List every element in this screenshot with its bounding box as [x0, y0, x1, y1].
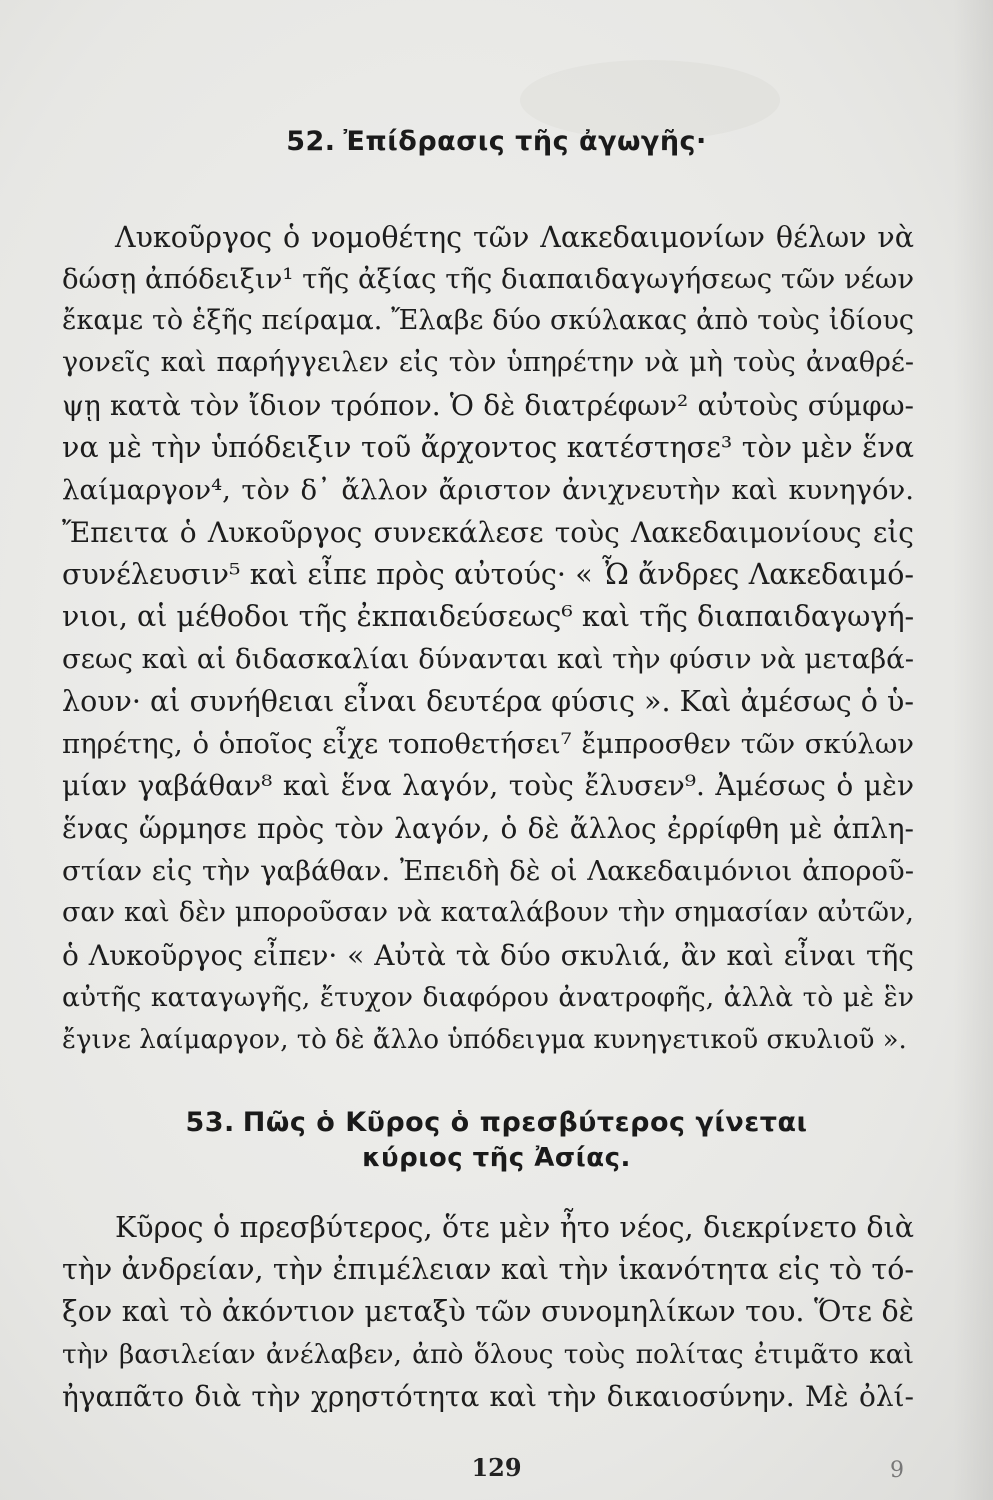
text-line: ἔκαμε τὸ ἑξῆς πείραμα. Ἔλαβε δύο σκύλακας ἀπὸ τοὺς ἰδίους: [62, 305, 914, 336]
section-52-title: Ἐπίδρασις τῆς ἀγωγῆς·: [343, 126, 707, 157]
section-53-title-line1: Πῶς ὁ Κῦρος ὁ πρεσβύτερος γίνεται: [242, 1107, 808, 1138]
text-line: ἔγινε λαίμαργον, τὸ δὲ ἄλλο ὑπόδειγμα κυνηγετικοῦ σκυλιοῦ ».: [62, 1025, 907, 1055]
text-line: συνέλευσιν⁵ καὶ εἶπε πρὸς αὐτούς· « Ὦ ἄνδρες Λακεδαιμό-: [62, 558, 914, 591]
page-edge-shadow: [953, 0, 993, 1500]
section-53-title-line2: κύριος τῆς Ἀσίας.: [362, 1143, 631, 1173]
text-line: ξον καὶ τὸ ἀκόντιον μεταξὺ τῶν συνομηλίκων του. Ὅτε δὲ: [62, 1295, 914, 1328]
text-line: λουν· αἱ συνήθειαι εἶναι δευτέρα φύσις ». Καὶ ἀμέσως ὁ ὑ-: [62, 685, 914, 718]
section-53-heading-line2: [0, 1143, 993, 1173]
section-52-number: 52.: [286, 126, 336, 157]
text-line: σαν καὶ δὲν μποροῦσαν νὰ καταλάβουν τὴν σημασίαν αὐτῶν,: [62, 897, 914, 928]
text-line: νιοι, αἱ μέθοδοι τῆς ἐκπαιδεύσεως⁶ καὶ τῆς διαπαιδαγωγή-: [62, 600, 915, 633]
text-line: Ἔπειτα ὁ Λυκοῦργος συνεκάλεσε τοὺς Λακεδαιμονίους εἰς: [62, 516, 914, 549]
text-line: ἕνας ὥρμησε πρὸς τὸν λαγόν, ὁ δὲ ἄλλος ἐρρίφθη μὲ ἀπλη-: [62, 812, 914, 845]
text-line: ἠγαπᾶτο διὰ τὴν χρηστότητα καὶ τὴν δικαιοσύνην. Μὲ ὀλί-: [62, 1380, 914, 1413]
text-line: Κῦρος ὁ πρεσβύτερος, ὅτε μὲν ἦτο νέος, διεκρίνετο διὰ: [115, 1211, 914, 1244]
text-line: σεως καὶ αἱ διδασκαλίαι δύνανται καὶ τὴν φύσιν νὰ μεταβά-: [62, 643, 914, 675]
page-number: 129: [471, 1453, 522, 1482]
text-line: ψῃ κατὰ τὸν ἴδιον τρόπον. Ὁ δὲ διατρέφων² αὐτοὺς σύμφω-: [62, 389, 914, 422]
text-line: λαίμαργον⁴, τὸν δ᾿ ἄλλον ἄριστον ἀνιχνευτὴν καὶ κυνηγόν.: [62, 474, 914, 506]
section-52-heading: [0, 126, 993, 157]
signature-mark: 9: [890, 1458, 904, 1483]
text-line: τὴν ἀνδρείαν, τὴν ἐπιμέλειαν καὶ τὴν ἱκανότητα εἰς τὸ τό-: [62, 1253, 914, 1286]
text-line: να μὲ τὴν ὑπόδειξιν τοῦ ἄρχοντος κατέστησε³ τὸν μὲν ἕνα: [62, 431, 914, 464]
section-53-number: 53.: [185, 1107, 235, 1138]
section-53-heading: [0, 1107, 993, 1138]
text-line: μίαν γαβάθαν⁸ καὶ ἕνα λαγόν, τοὺς ἔλυσεν⁹. Ἀμέσως ὁ μὲν: [62, 769, 914, 802]
text-line: γονεῖς καὶ παρήγγειλεν εἰς τὸν ὑπηρέτην νὰ μὴ τοὺς ἀναθρέ-: [62, 347, 914, 378]
text-line: δώσῃ ἀπόδειξιν¹ τῆς ἀξίας τῆς διαπαιδαγωγήσεως τῶν νέων: [62, 263, 915, 295]
text-line: πηρέτης, ὁ ὁποῖος εἶχε τοποθετήσει⁷ ἔμπροσθεν τῶν σκύλων: [62, 728, 914, 760]
text-line: Λυκοῦργος ὁ νομοθέτης τῶν Λακεδαιμονίων θέλων νὰ: [115, 221, 914, 254]
text-line: αὐτῆς καταγωγῆς, ἔτυχον διαφόρου ἀνατροφῆς, ἀλλὰ τὸ μὲ ἓν: [62, 982, 914, 1013]
text-line: στίαν εἰς τὴν γαβάθαν. Ἐπειδὴ δὲ οἱ Λακεδαιμόνιοι ἀποροῦ-: [62, 855, 914, 887]
text-line: ὁ Λυκοῦργος εἶπεν· « Αὐτὰ τὰ δύο σκυλιά, ἂν καὶ εἶναι τῆς: [62, 939, 914, 972]
text-line: τὴν βασιλείαν ἀνέλαβεν, ἀπὸ ὅλους τοὺς πολίτας ἐτιμᾶτο καὶ: [62, 1339, 914, 1370]
